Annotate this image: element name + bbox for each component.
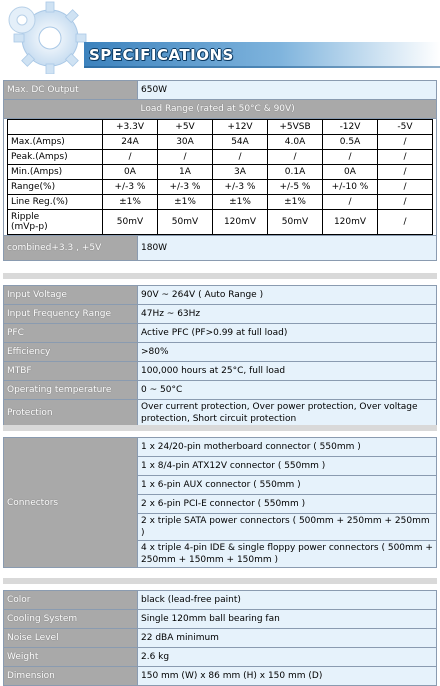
load-cell: /	[378, 165, 433, 180]
connector-item: 1 x 8/4-pin ATX12V connector ( 550mm )	[138, 457, 437, 476]
load-row-label: Min.(Amps)	[8, 165, 103, 180]
protection-value: Over current protection, Over power protection, Over voltage protection, Short circuit protection	[138, 400, 437, 427]
load-cell: /	[323, 195, 378, 210]
load-row-label: Max.(Amps)	[8, 135, 103, 150]
page-title: SPECIFICATIONS	[89, 46, 234, 64]
load-cell: 4.0A	[268, 135, 323, 150]
load-cell: +/-5 %	[268, 180, 323, 195]
load-range-table	[7, 119, 433, 235]
max-dc-output-value: 650W	[138, 81, 437, 100]
load-cell: ±1%	[103, 195, 158, 210]
section-divider	[3, 578, 437, 584]
load-row-range	[8, 180, 433, 195]
load-cell: 30A	[158, 135, 213, 150]
section-divider	[3, 425, 437, 431]
mtbf-label: MTBF	[4, 362, 138, 381]
dimension-label: Dimension	[4, 667, 138, 686]
output-spec-table	[3, 80, 437, 261]
operating-temperature-label: Operating temperature	[4, 381, 138, 400]
load-cell: /	[378, 135, 433, 150]
load-row-label	[8, 210, 103, 235]
connector-item: 1 x 6-pin AUX connector ( 550mm )	[138, 476, 437, 495]
load-cell: ±1%	[213, 195, 268, 210]
load-row-peak	[8, 150, 433, 165]
pfc-label: PFC	[4, 324, 138, 343]
load-cell: 50mV	[103, 210, 158, 235]
load-row-label: Peak.(Amps)	[8, 150, 103, 165]
load-cell: 50mV	[268, 210, 323, 235]
load-cell: /	[213, 150, 268, 165]
load-cell: 120mV	[213, 210, 268, 235]
load-row-min	[8, 165, 433, 180]
physical-spec-table	[3, 590, 437, 686]
load-cell: 54A	[213, 135, 268, 150]
input-frequency-value: 47Hz ~ 63Hz	[138, 305, 437, 324]
load-cell: +/-3 %	[158, 180, 213, 195]
load-cell: +/-10 %	[323, 180, 378, 195]
cooling-system-label: Cooling System	[4, 610, 138, 629]
small-gear-icon	[9, 7, 35, 33]
connector-item: 2 x 6-pin PCI-E connector ( 550mm )	[138, 495, 437, 514]
load-cell: /	[378, 210, 433, 235]
noise-level-label: Noise Level	[4, 629, 138, 648]
load-cell: /	[378, 195, 433, 210]
load-cell: 1A	[158, 165, 213, 180]
weight-label: Weight	[4, 648, 138, 667]
dimension-value: 150 mm (W) x 86 mm (H) x 150 mm (D)	[138, 667, 437, 686]
load-row-max	[8, 135, 433, 150]
load-cell: /	[268, 150, 323, 165]
noise-level-value: 22 dBA minimum	[138, 629, 437, 648]
cooling-system-value: Single 120mm ball bearing fan	[138, 610, 437, 629]
load-cell: 0.5A	[323, 135, 378, 150]
combined-label: combined+3.3 , +5V	[4, 236, 138, 261]
input-frequency-label: Input Frequency Range	[4, 305, 138, 324]
connectors-spec-table	[3, 437, 437, 568]
load-cell: 0A	[103, 165, 158, 180]
protection-label: Protection	[4, 400, 138, 427]
load-range-spacer	[4, 100, 138, 119]
max-dc-output-label: Max. DC Output	[4, 81, 138, 100]
section-divider	[3, 273, 437, 279]
load-cell: 120mV	[323, 210, 378, 235]
electrical-spec-table	[3, 285, 437, 427]
load-cell: ±1%	[158, 195, 213, 210]
efficiency-value: >80%	[138, 343, 437, 362]
load-header-row	[8, 120, 433, 135]
load-col-header: +3.3V	[103, 120, 158, 135]
load-row-label: Range(%)	[8, 180, 103, 195]
load-cell: 3A	[213, 165, 268, 180]
connector-item: 1 x 24/20-pin motherboard connector ( 550mm )	[138, 438, 437, 457]
load-cell: /	[158, 150, 213, 165]
load-table-wrapper	[4, 119, 437, 236]
load-cell: 0A	[323, 165, 378, 180]
load-cell: 50mV	[158, 210, 213, 235]
load-col-header: -12V	[323, 120, 378, 135]
load-col-header	[8, 120, 103, 135]
load-cell: +/-3 %	[213, 180, 268, 195]
color-label: Color	[4, 591, 138, 610]
input-voltage-label: Input Voltage	[4, 286, 138, 305]
input-voltage-value: 90V ~ 264V ( Auto Range )	[138, 286, 437, 305]
connectors-label: Connectors	[4, 438, 138, 568]
load-col-header: +12V	[213, 120, 268, 135]
load-cell: ±1%	[268, 195, 323, 210]
load-row-ripple	[8, 210, 433, 235]
ripple-label: Ripple	[11, 212, 40, 222]
load-cell: 24A	[103, 135, 158, 150]
connector-item: 2 x triple SATA power connectors ( 500mm + 250mm + 250mm )	[138, 514, 437, 541]
load-row-label: Line Reg.(%)	[8, 195, 103, 210]
ripple-unit-label: (mVp-p)	[11, 222, 48, 232]
efficiency-label: Efficiency	[4, 343, 138, 362]
load-cell: /	[378, 180, 433, 195]
load-cell: /	[378, 150, 433, 165]
connector-item: 4 x triple 4-pin IDE & single floppy power connectors ( 500mm + 250mm + 150mm + 150mm )	[138, 541, 437, 568]
load-row-line-reg	[8, 195, 433, 210]
load-col-header: -5V	[378, 120, 433, 135]
load-cell: 0.1A	[268, 165, 323, 180]
weight-value: 2.6 kg	[138, 648, 437, 667]
specifications-header	[0, 0, 440, 74]
load-cell: +/-3 %	[103, 180, 158, 195]
load-cell: /	[323, 150, 378, 165]
load-cell: /	[103, 150, 158, 165]
load-range-heading: Load Range (rated at 50°C & 90V)	[138, 100, 437, 119]
load-col-header: +5VSB	[268, 120, 323, 135]
operating-temperature-value: 0 ~ 50°C	[138, 381, 437, 400]
pfc-value: Active PFC (PF>0.99 at full load)	[138, 324, 437, 343]
load-col-header: +5V	[158, 120, 213, 135]
color-value: black (lead-free paint)	[138, 591, 437, 610]
mtbf-value: 100,000 hours at 25°C, full load	[138, 362, 437, 381]
combined-value: 180W	[138, 236, 437, 261]
